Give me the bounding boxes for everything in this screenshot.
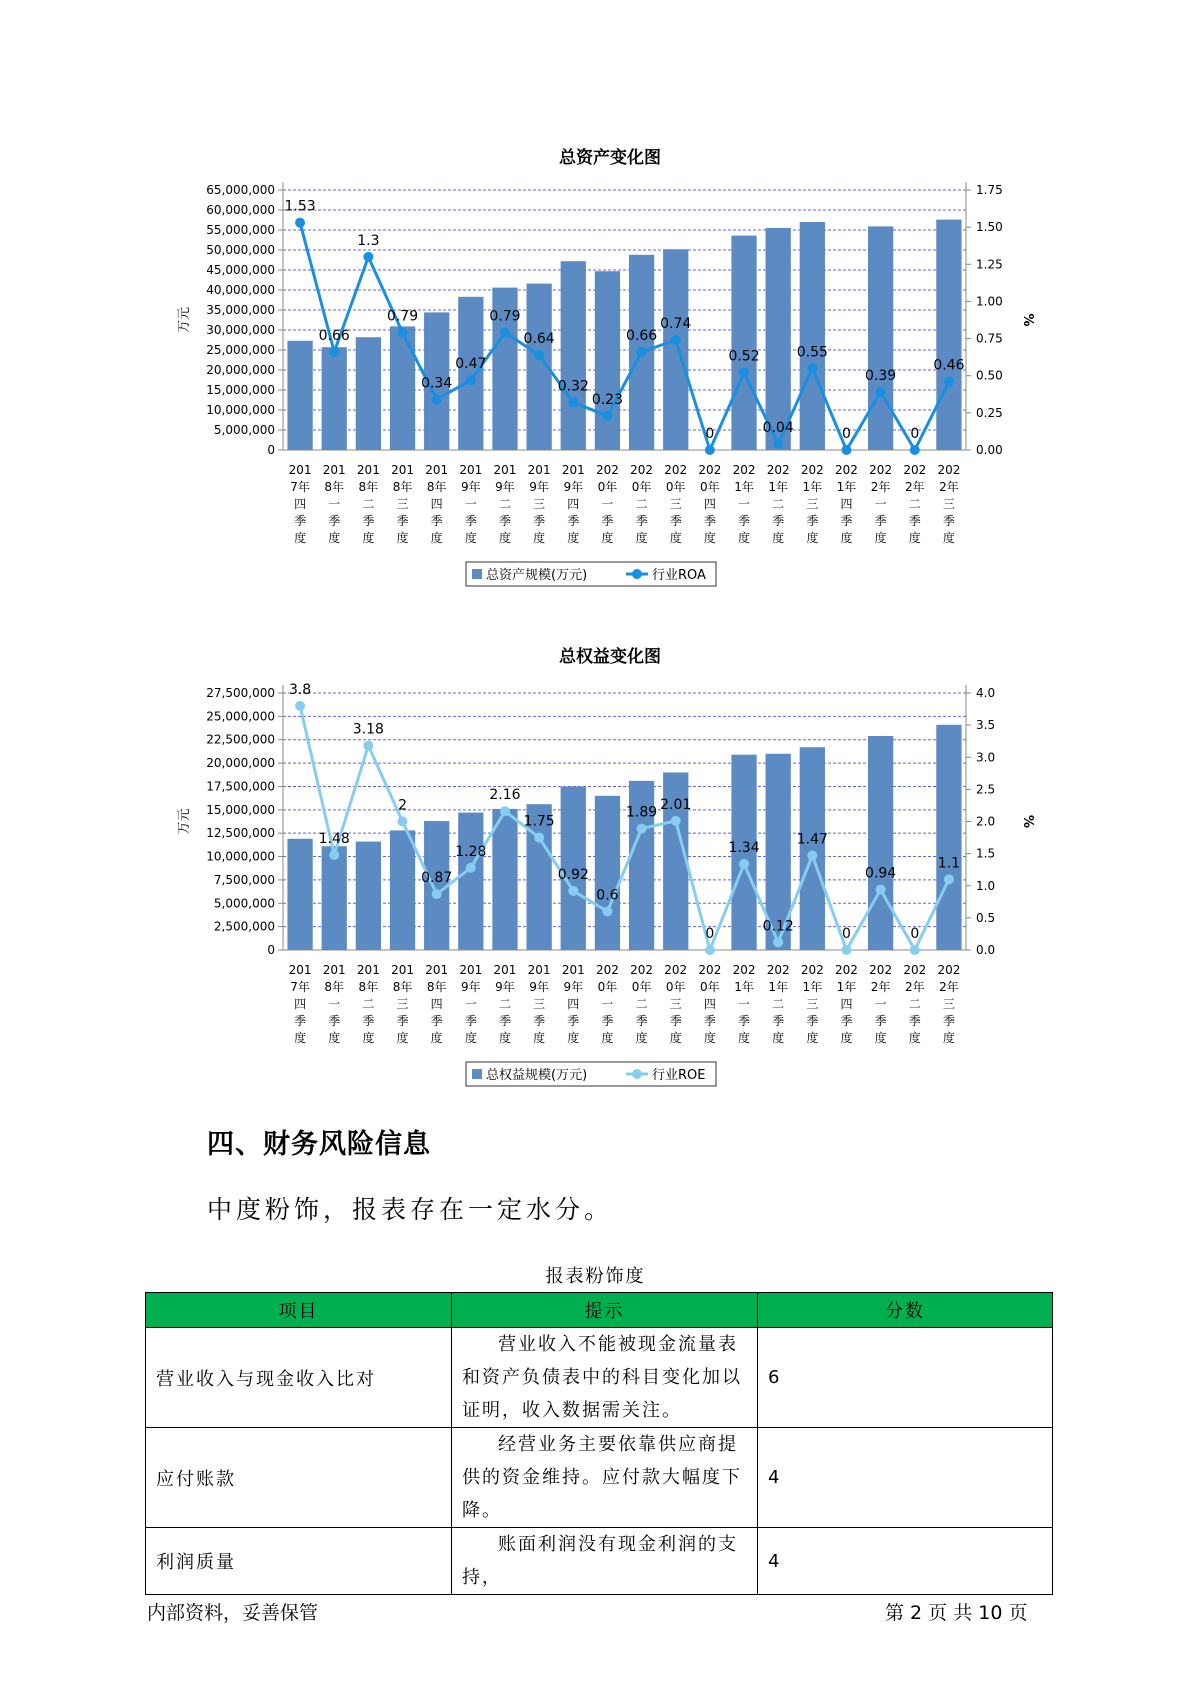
bar	[868, 736, 893, 950]
bar	[800, 222, 825, 450]
row-score: 4	[758, 1528, 1053, 1595]
line-point	[671, 816, 681, 826]
left-tick-label: 50,000,000	[206, 243, 275, 257]
category-label: 201 8年三季度	[391, 463, 414, 545]
line-point	[398, 817, 408, 827]
right-tick-label: 1.75	[976, 183, 1003, 197]
category-label: 201 9年四季度	[561, 463, 585, 545]
line-point	[705, 445, 715, 455]
table-row	[146, 1528, 1053, 1595]
line-point	[295, 218, 305, 228]
data-label: 0	[705, 926, 715, 942]
line-point	[534, 350, 544, 360]
right-tick-label: 0.00	[976, 443, 1003, 457]
category-label: 201 8年一季度	[322, 963, 346, 1045]
data-label: 0.47	[455, 356, 487, 373]
right-tick-label: 3.0	[976, 750, 996, 765]
bar	[800, 747, 825, 950]
data-label: 0.74	[660, 316, 692, 333]
left-tick-label: 5,000,000	[213, 896, 275, 911]
bar	[663, 249, 688, 450]
data-label: 0.66	[318, 327, 350, 344]
left-tick-label: 12,500,000	[206, 826, 275, 841]
data-label: 1.53	[284, 198, 316, 215]
left-tick-label: 0	[267, 443, 275, 457]
bar	[492, 809, 517, 950]
left-tick-label: 55,000,000	[206, 223, 275, 237]
row-hint: 账面利润没有现金利润的支持，	[452, 1528, 758, 1595]
category-label: 202 0年四季度	[698, 963, 722, 1045]
bar	[322, 846, 347, 950]
line-point	[432, 394, 442, 404]
right-tick-label: 1.25	[976, 257, 1003, 272]
data-label: 0	[842, 926, 851, 942]
left-tick-label: 60,000,000	[206, 203, 275, 217]
category-label: 202 0年一季度	[595, 463, 619, 545]
line-point	[637, 347, 647, 357]
data-label: 1.1	[937, 855, 961, 872]
line-point	[568, 397, 578, 407]
legend-line-marker	[632, 569, 642, 579]
right-tick-label: 0.25	[976, 405, 1003, 420]
data-label: 1.48	[318, 830, 350, 847]
left-tick-label: 22,500,000	[206, 732, 275, 747]
bar	[287, 341, 312, 450]
line-point	[500, 328, 510, 338]
left-tick-label: 2,500,000	[213, 919, 275, 934]
row-item: 应付账款	[146, 1428, 452, 1528]
right-axis-label: %	[1020, 313, 1035, 327]
category-label: 202 2年二季度	[903, 963, 927, 1045]
line-point	[671, 335, 681, 345]
legend-bar-label: 总权益规模(万元)	[486, 1068, 588, 1083]
left-tick-label: 17,500,000	[206, 779, 275, 794]
category-label: 201 8年一季度	[322, 463, 346, 545]
assets-chart-title: 总资产变化图	[559, 148, 661, 168]
data-label: 0.87	[421, 870, 453, 887]
line-point	[295, 701, 305, 711]
table-caption: 报表粉饰度	[545, 1266, 646, 1287]
category-label: 201 7年四季度	[288, 463, 312, 545]
assets-chart	[0, 170, 1191, 640]
left-axis-label: 万元	[177, 808, 192, 835]
category-label: 202 2年二季度	[903, 463, 927, 545]
category-label: 202 0年三季度	[664, 963, 688, 1045]
data-label: 1.28	[455, 843, 487, 860]
category-label: 201 8年二季度	[356, 463, 380, 545]
left-tick-label: 35,000,000	[206, 303, 275, 317]
line-point	[500, 806, 510, 816]
category-label: 202 0年二季度	[630, 963, 654, 1045]
category-label: 201 7年四季度	[288, 963, 312, 1045]
line-point	[910, 945, 920, 955]
right-tick-label: 1.00	[976, 294, 1003, 309]
data-label: 0	[842, 426, 851, 442]
line-point	[466, 375, 476, 385]
category-label: 201 9年三季度	[527, 963, 551, 1045]
line-point	[637, 824, 647, 834]
line-point	[739, 368, 749, 378]
left-tick-label: 0	[267, 943, 275, 957]
data-label: 3.18	[352, 721, 384, 738]
line-point	[705, 945, 715, 955]
category-label: 201 9年二季度	[493, 963, 517, 1045]
right-tick-label: 2.5	[976, 782, 996, 797]
bar	[458, 813, 483, 950]
line-point	[773, 937, 783, 947]
category-label: 202 1年二季度	[766, 963, 790, 1045]
line-point	[363, 741, 373, 751]
data-label: 2	[398, 797, 407, 814]
category-label: 202 0年一季度	[595, 963, 619, 1045]
data-label: 0.79	[489, 308, 521, 325]
row-hint: 营业收入不能被现金流量表和资产负债表中的科目变化加以证明，收入数据需关注。	[452, 1328, 758, 1428]
category-label: 201 9年一季度	[459, 463, 483, 545]
legend-bar-swatch	[472, 569, 482, 579]
line-point	[568, 886, 578, 896]
line-point	[876, 387, 886, 397]
category-label: 202 2年一季度	[869, 963, 893, 1045]
data-label: 0	[910, 426, 920, 442]
left-tick-label: 20,000,000	[206, 363, 275, 377]
row-hint: 经营业务主要依靠供应商提供的资金维持。应付款大幅度下降。	[452, 1428, 758, 1528]
bar	[766, 228, 791, 450]
data-label: 0.6	[596, 887, 619, 904]
right-tick-label: 1.0	[976, 878, 996, 893]
risk-table	[145, 1292, 1053, 1595]
data-label: 0.34	[421, 375, 453, 392]
line-point	[466, 863, 476, 873]
bar	[322, 347, 347, 450]
category-label: 202 1年一季度	[732, 963, 756, 1045]
legend-line-label: 行业ROE	[652, 1068, 706, 1083]
right-axis-label: %	[1020, 814, 1035, 829]
table-header-score: 分数	[758, 1293, 1053, 1328]
left-tick-label: 30,000,000	[206, 323, 275, 337]
line-point	[534, 833, 544, 843]
left-tick-label: 5,000,000	[213, 423, 275, 437]
left-tick-label: 15,000,000	[206, 383, 275, 397]
line-point	[773, 439, 783, 449]
category-label: 202 1年二季度	[766, 463, 790, 545]
section-heading: 四、财务风险信息	[207, 1129, 431, 1160]
line-point	[807, 363, 817, 373]
bar	[561, 261, 586, 450]
footer-page-number: 第 2 页 共 10 页	[885, 1602, 1028, 1624]
right-tick-label: 0.0	[976, 943, 996, 957]
category-label: 202 1年一季度	[732, 463, 756, 545]
data-label: 3.8	[288, 681, 312, 698]
data-label: 0.66	[625, 327, 658, 344]
category-label: 202 2年三季度	[937, 463, 961, 545]
line-point	[602, 906, 612, 916]
line-point	[841, 945, 851, 955]
left-tick-label: 10,000,000	[206, 849, 275, 864]
equity-chart-title: 总权益变化图	[559, 647, 661, 667]
table-row	[146, 1428, 1053, 1528]
data-label: 0.55	[796, 344, 828, 361]
legend-bar-label: 总资产规模(万元)	[486, 568, 588, 583]
left-tick-label: 25,000,000	[206, 343, 275, 357]
line-point	[602, 411, 612, 421]
right-tick-label: 2.0	[976, 814, 996, 829]
category-label: 201 9年二季度	[493, 463, 517, 545]
data-label: 0	[705, 426, 715, 442]
data-label: 0.52	[728, 348, 760, 365]
right-tick-label: 0.5	[976, 910, 996, 925]
category-label: 202 1年四季度	[835, 963, 858, 1045]
data-label: 0.64	[523, 330, 555, 347]
right-tick-label: 0.50	[976, 368, 1003, 383]
left-tick-label: 40,000,000	[206, 283, 275, 297]
line-point	[807, 851, 817, 861]
footer-confidential: 内部资料，妥善保管	[147, 1602, 319, 1624]
category-label: 202 0年四季度	[698, 463, 722, 545]
data-label: 0	[910, 926, 920, 942]
data-label: 0.23	[591, 391, 624, 408]
left-axis-label: 万元	[177, 306, 192, 334]
line-point	[910, 445, 920, 455]
line-point	[739, 859, 749, 869]
data-label: 1.75	[523, 813, 555, 830]
line-point	[329, 850, 339, 860]
data-label: 1.34	[728, 839, 760, 856]
data-label: 0.39	[865, 368, 897, 385]
right-tick-label: 1.5	[976, 846, 996, 861]
bar	[936, 220, 961, 450]
row-item: 利润质量	[146, 1528, 452, 1595]
equity-chart	[0, 668, 1191, 1118]
category-label: 202 0年三季度	[664, 463, 688, 545]
left-tick-label: 65,000,000	[206, 183, 275, 197]
bar	[287, 839, 312, 950]
row-score: 4	[758, 1428, 1053, 1528]
category-label: 202 1年四季度	[835, 463, 858, 545]
legend-line-label: 行业ROA	[652, 568, 706, 583]
line-point	[841, 445, 851, 455]
bar	[356, 842, 381, 950]
data-label: 1.47	[796, 831, 828, 848]
bar	[731, 236, 756, 450]
bar	[595, 271, 620, 450]
bar	[868, 226, 893, 450]
bar	[595, 796, 620, 950]
legend-bar-swatch	[472, 1069, 482, 1079]
bar	[390, 326, 415, 450]
bar	[356, 337, 381, 450]
line-point	[944, 377, 954, 387]
category-label: 201 8年四季度	[425, 463, 449, 545]
data-label: 0.12	[762, 918, 794, 935]
line-point	[363, 252, 373, 262]
legend-line-marker	[632, 1069, 642, 1079]
line-point	[876, 885, 886, 895]
category-label: 201 8年二季度	[356, 963, 380, 1045]
table-header-row	[146, 1293, 1053, 1328]
category-label: 201 9年三季度	[527, 463, 551, 545]
table-header-hint: 提示	[452, 1293, 758, 1328]
data-label: 0.32	[557, 378, 589, 395]
category-label: 202 0年二季度	[630, 463, 654, 545]
category-label: 202 1年三季度	[800, 963, 824, 1045]
line-point	[944, 874, 954, 884]
left-tick-label: 7,500,000	[213, 872, 275, 887]
data-label: 1.89	[625, 804, 658, 821]
bar	[458, 297, 483, 450]
data-label: 0.94	[865, 865, 897, 882]
line-point	[329, 347, 339, 357]
row-score: 6	[758, 1328, 1053, 1428]
category-label: 202 1年三季度	[800, 463, 824, 545]
bar	[390, 830, 415, 950]
table-header-item: 项目	[146, 1293, 452, 1328]
category-label: 201 8年三季度	[391, 963, 414, 1045]
line-point	[432, 889, 442, 899]
row-item: 营业收入与现金收入比对	[146, 1328, 452, 1428]
category-label: 202 2年三季度	[937, 963, 961, 1045]
section-description: 中度粉饰，报表存在一定水分。	[207, 1195, 614, 1224]
table-row	[146, 1328, 1053, 1428]
left-tick-label: 25,000,000	[206, 709, 275, 724]
line-point	[398, 328, 408, 338]
left-tick-label: 15,000,000	[206, 802, 275, 817]
data-label: 1.3	[357, 232, 380, 249]
data-label: 0.92	[557, 866, 589, 883]
category-label: 201 8年四季度	[425, 963, 449, 1045]
data-label: 0.04	[762, 420, 794, 437]
category-label: 202 2年一季度	[869, 463, 893, 545]
right-tick-label: 0.75	[976, 331, 1003, 346]
left-tick-label: 20,000,000	[206, 756, 275, 771]
right-tick-label: 4.0	[976, 686, 996, 700]
data-label: 2.16	[489, 787, 521, 804]
left-tick-label: 10,000,000	[206, 403, 275, 417]
left-tick-label: 27,500,000	[206, 686, 275, 700]
right-tick-label: 1.50	[976, 220, 1003, 235]
category-label: 201 9年四季度	[561, 963, 585, 1045]
data-label: 2.01	[660, 796, 692, 813]
category-label: 201 9年一季度	[459, 963, 483, 1045]
bar	[936, 725, 961, 950]
right-tick-label: 3.5	[976, 718, 996, 733]
data-label: 0.79	[386, 308, 419, 325]
left-tick-label: 45,000,000	[206, 263, 275, 277]
data-label: 0.46	[933, 357, 965, 374]
